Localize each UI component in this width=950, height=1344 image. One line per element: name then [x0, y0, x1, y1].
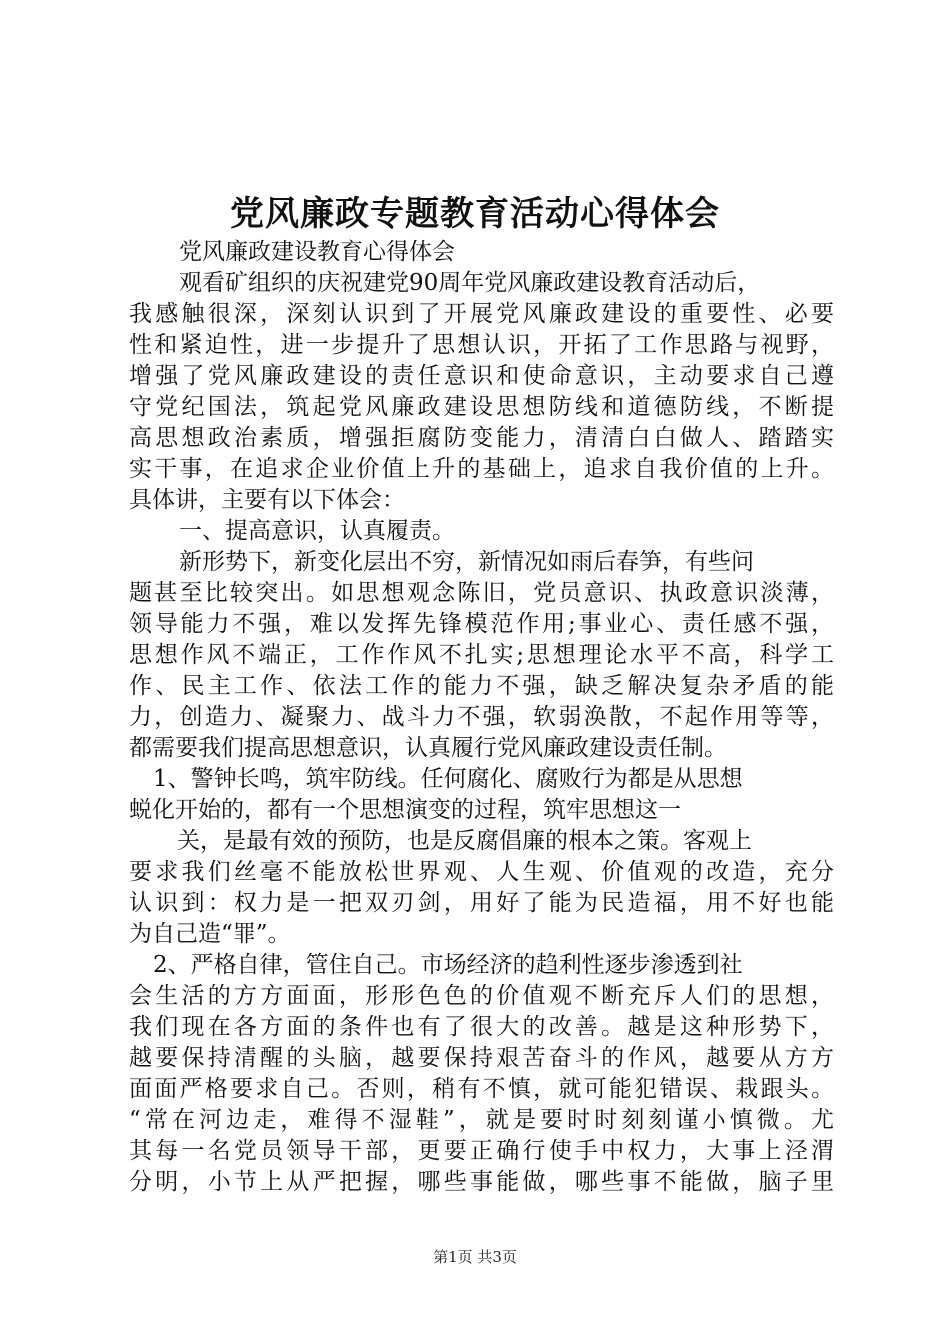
paragraph-line: 会生活的方方面面，形形色色的价值观不断充斥人们的思想， [129, 983, 834, 1009]
paragraph-line: 性和紧迫性，进一步提升了思想认识，开拓了工作思路与视野， [129, 332, 834, 358]
paragraph-line: 关，是最有效的预防，也是反腐倡廉的根本之策。客观上 [177, 828, 752, 854]
paragraph-line: 蜕化开始的，都有一个思想演变的过程，筑牢思想这一 [129, 797, 681, 823]
paragraph-line: 力，创造力、凝聚力、战斗力不强，软弱涣散，不起作用等等， [129, 704, 834, 730]
paragraph-line: 认识到：权力是一把双刃剑，用好了能为民造福，用不好也能 [129, 890, 834, 916]
paragraph-line: 具体讲，主要有以下体会： [129, 487, 405, 513]
paragraph-line: 题甚至比较突出。如思想观念陈旧，党员意识、执政意识淡薄， [129, 580, 834, 606]
page-number: 第1页 共3页 [433, 1248, 517, 1266]
paragraph-line: 都需要我们提高思想意识，认真履行党风廉政建设责任制。 [129, 735, 727, 761]
paragraph-line: 越要保持清醒的头脑，越要保持艰苦奋斗的作风，越要从方方 [129, 1045, 834, 1071]
paragraph-line: 作、民主工作、依法工作的能力不强，缺乏解决复杂矛盾的能 [129, 673, 834, 699]
subtitle-line: 党风廉政建设教育心得体会 [179, 239, 455, 265]
paragraph-line: 思想作风不端正，工作作风不扎实;思想理论水平不高，科学工 [129, 642, 834, 668]
paragraph-line: 高思想政治素质，增强拒腐防变能力，清清白白做人、踏踏实 [129, 425, 834, 451]
paragraph-line: 其每一名党员领导干部，更要正确行使手中权力，大事上泾渭 [129, 1138, 834, 1164]
document-body [129, 237, 834, 1198]
section-heading: 一、提高意识，认真履责。 [179, 518, 455, 544]
paragraph-line: 要求我们丝毫不能放松世界观、人生观、价值观的改造，充分 [129, 859, 834, 885]
paragraph-line: 新形势下，新变化层出不穷，新情况如雨后春笋，有些问 [179, 549, 754, 575]
paragraph-line: 实干事，在追求企业价值上升的基础上，追求自我价值的上升。 [129, 456, 834, 482]
paragraph-line: 守党纪国法，筑起党风廉政建设思想防线和道德防线，不断提 [129, 394, 834, 420]
document-title: 党风廉政专题教育活动心得体会 [230, 194, 720, 234]
paragraph-line: 面面严格要求自己。否则，稍有不慎，就可能犯错误、栽跟头。 [129, 1076, 834, 1102]
paragraph-line: 我们现在各方面的条件也有了很大的改善。越是这种形势下， [129, 1014, 834, 1040]
paragraph-line: 增强了党风廉政建设的责任意识和使命意识，主动要求自己遵 [129, 363, 834, 389]
paragraph-line: “常在河边走，难得不湿鞋”，就是要时时刻刻谨小慎微。尤 [129, 1107, 834, 1133]
paragraph-line: 分明，小节上从严把握，哪些事能做，哪些事不能做，脑子里 [129, 1169, 834, 1195]
paragraph-line: 领导能力不强，难以发挥先锋模范作用;事业心、责任感不强， [129, 611, 834, 637]
paragraph-line: 1、警钟长鸣，筑牢防线。任何腐化、腐败行为都是从思想 [153, 766, 743, 792]
paragraph-line: 2、严格自律，管住自己。市场经济的趋利性逐步渗透到社 [153, 952, 743, 978]
paragraph-line: 我感触很深，深刻认识到了开展党风廉政建设的重要性、必要 [129, 301, 834, 327]
paragraph-line: 为自己造“罪”。 [129, 921, 291, 947]
paragraph-line: 观看矿组织的庆祝建党90周年党风廉政建设教育活动后， [179, 270, 761, 296]
